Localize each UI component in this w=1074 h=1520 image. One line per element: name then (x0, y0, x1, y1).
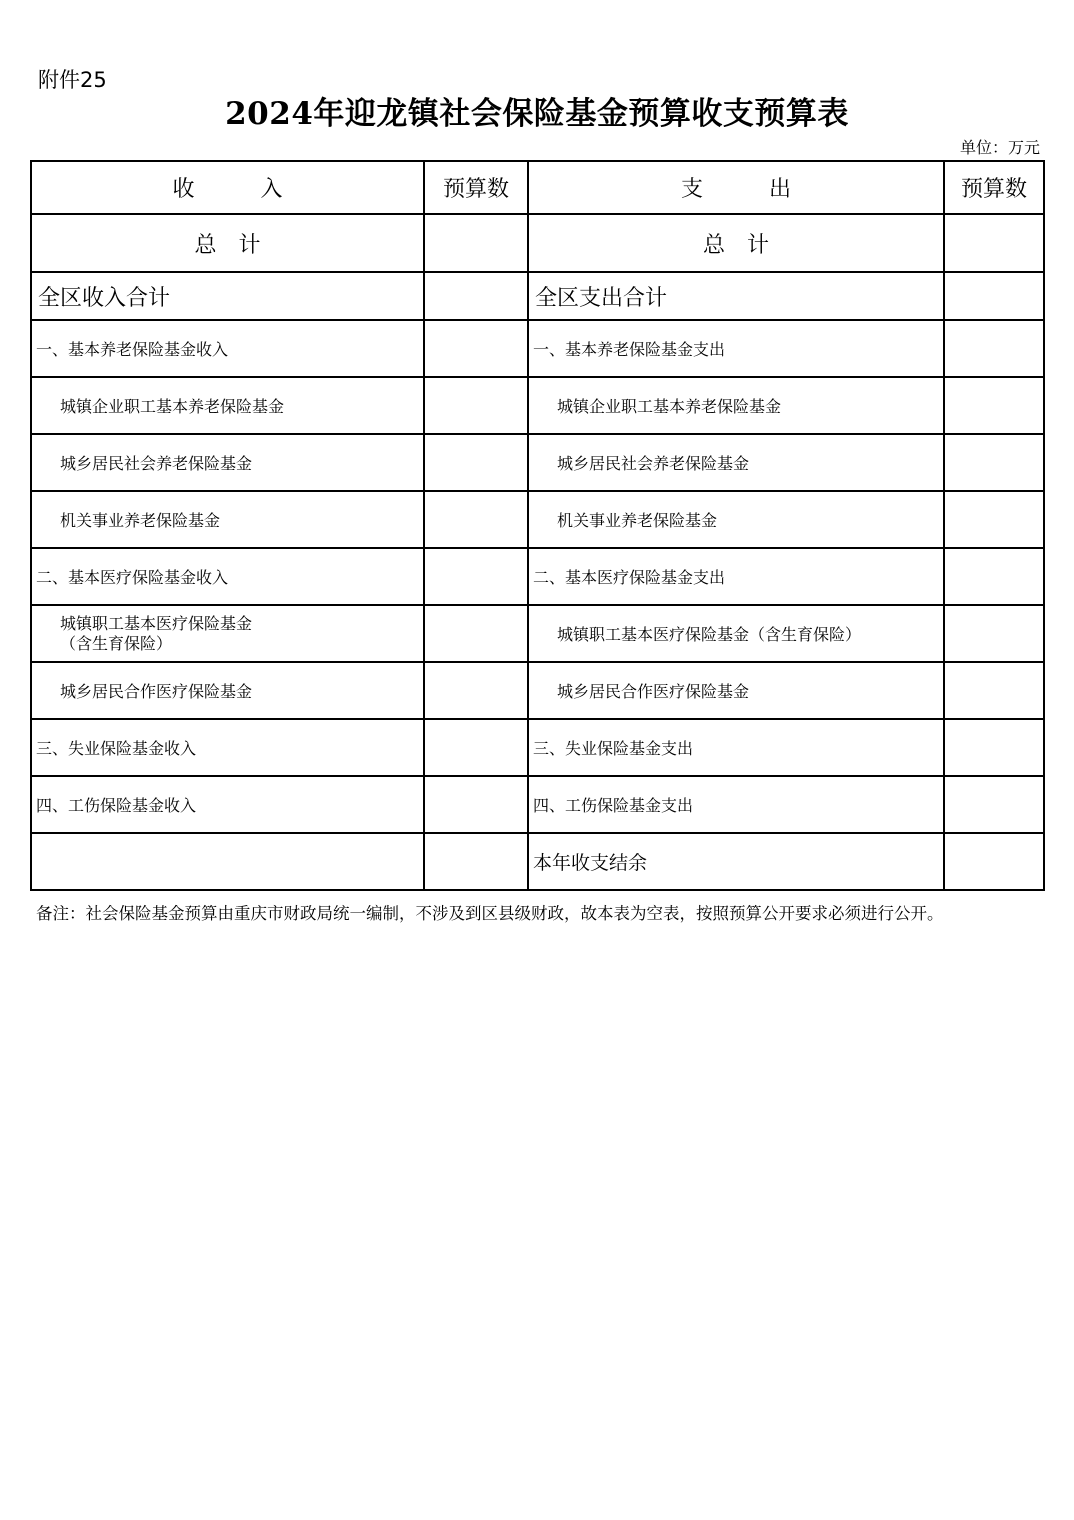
expense-item: 城镇企业职工基本养老保险基金 (528, 377, 944, 434)
table-row (31, 662, 1044, 719)
expense-amount (944, 605, 1044, 662)
income-amount (424, 776, 528, 833)
table-row (31, 833, 1044, 890)
expense-amount (944, 377, 1044, 434)
income-amount (424, 377, 528, 434)
total-expense-value (944, 214, 1044, 272)
expense-item: 二、基本医疗保险基金支出 (528, 548, 944, 605)
table-row (31, 719, 1044, 776)
expense-item-balance: 本年收支结余 (528, 833, 944, 890)
table-row (31, 548, 1044, 605)
income-item: 三、失业保险基金收入 (31, 719, 424, 776)
table-row (31, 605, 1044, 662)
total-expense-label: 总 计 (528, 214, 944, 272)
income-amount (424, 320, 528, 377)
header-income: 收 入 (31, 161, 424, 214)
header-income-amount: 预算数 (424, 161, 528, 214)
income-item (31, 833, 424, 890)
income-item: 城乡居民社会养老保险基金 (31, 434, 424, 491)
income-amount (424, 434, 528, 491)
header-expense-amount: 预算数 (944, 161, 1044, 214)
income-item-line1: 城镇职工基本医疗保险基金 (60, 613, 253, 633)
income-item (31, 605, 424, 662)
table-row (31, 434, 1044, 491)
income-amount (424, 833, 528, 890)
table-header-row (31, 161, 1044, 214)
expense-amount (944, 719, 1044, 776)
income-item-line2: （含生育保险） (60, 633, 173, 653)
total-income-value (424, 214, 528, 272)
expense-amount (944, 491, 1044, 548)
income-item: 城镇企业职工基本养老保险基金 (31, 377, 424, 434)
expense-item: 四、工伤保险基金支出 (528, 776, 944, 833)
expense-item: 城乡居民合作医疗保险基金 (528, 662, 944, 719)
table-row (31, 377, 1044, 434)
footnote: 备注：社会保险基金预算由重庆市财政局统一编制，不涉及到区县级财政，故本表为空表，按照预算公开要求必须进行公开。 (36, 904, 944, 923)
expense-amount (944, 662, 1044, 719)
income-amount (424, 719, 528, 776)
expense-item: 一、基本养老保险基金支出 (528, 320, 944, 377)
income-amount (424, 491, 528, 548)
attachment-label: 附件25 (38, 68, 107, 92)
expense-item: 城乡居民社会养老保险基金 (528, 434, 944, 491)
income-item: 城乡居民合作医疗保险基金 (31, 662, 424, 719)
expense-amount (944, 434, 1044, 491)
expense-item: 三、失业保险基金支出 (528, 719, 944, 776)
expense-item: 机关事业养老保险基金 (528, 491, 944, 548)
table-row (31, 320, 1044, 377)
header-expense: 支 出 (528, 161, 944, 214)
income-item: 二、基本医疗保险基金收入 (31, 548, 424, 605)
expense-amount (944, 548, 1044, 605)
expense-item: 城镇职工基本医疗保险基金（含生育保险） (528, 605, 944, 662)
income-item: 一、基本养老保险基金收入 (31, 320, 424, 377)
table-row (31, 491, 1044, 548)
page-title: 2024年迎龙镇社会保险基金预算收支预算表 (225, 96, 849, 132)
expense-amount (944, 833, 1044, 890)
expense-item: 全区支出合计 (528, 272, 944, 320)
income-amount (424, 548, 528, 605)
income-item: 机关事业养老保险基金 (31, 491, 424, 548)
expense-amount (944, 320, 1044, 377)
income-item: 全区收入合计 (31, 272, 424, 320)
income-amount (424, 605, 528, 662)
expense-amount (944, 272, 1044, 320)
income-amount (424, 662, 528, 719)
income-amount (424, 272, 528, 320)
income-item: 四、工伤保险基金收入 (31, 776, 424, 833)
total-income-label: 总 计 (31, 214, 424, 272)
table-row (31, 272, 1044, 320)
total-row (31, 214, 1044, 272)
unit-label: 单位：万元 (959, 138, 1040, 157)
expense-amount (944, 776, 1044, 833)
budget-table (30, 160, 1045, 891)
table-row (31, 776, 1044, 833)
